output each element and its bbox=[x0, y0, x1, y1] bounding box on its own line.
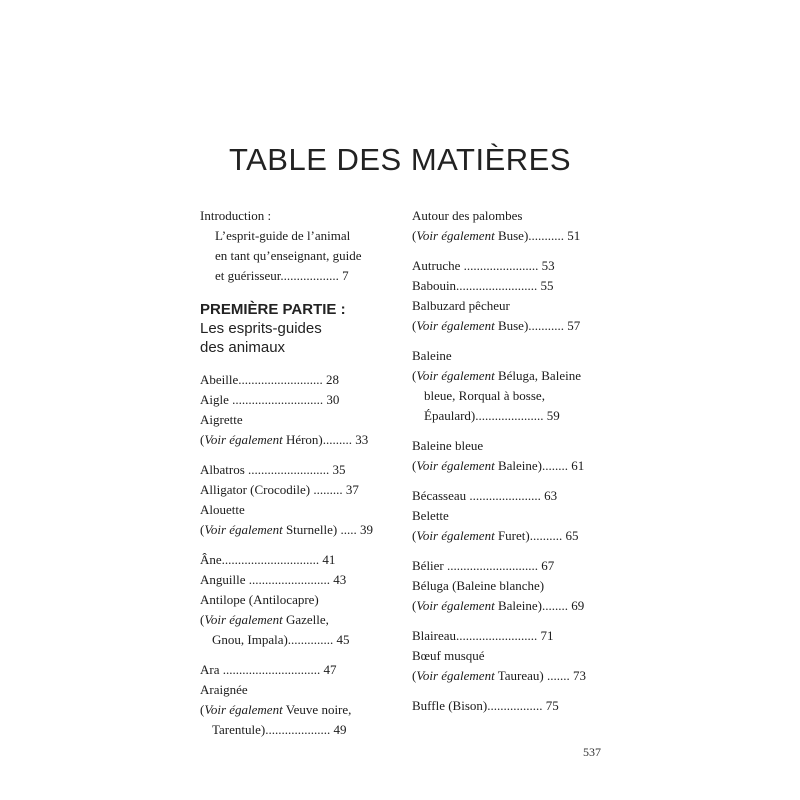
toc-group bbox=[412, 346, 607, 426]
toc-group bbox=[412, 256, 607, 336]
page-number: 537 bbox=[583, 745, 601, 759]
toc-entry: Babouin......................... 55 bbox=[412, 278, 554, 293]
toc-group bbox=[200, 460, 392, 540]
toc-entry: Antilope (Antilocapre) bbox=[200, 592, 319, 607]
toc-entry: (Voir également Taureau) ....... 73 bbox=[412, 668, 586, 683]
intro-line: Introduction : bbox=[200, 208, 272, 223]
page-title: TABLE DES MATIÈRES bbox=[228, 142, 572, 177]
toc-group bbox=[412, 626, 607, 686]
part-heading-line: Les esprits-guides bbox=[200, 320, 322, 337]
toc-entry: Araignée bbox=[200, 682, 248, 697]
intro-line: L’esprit-guide de l’animal bbox=[215, 228, 351, 243]
intro-entry bbox=[200, 206, 392, 286]
toc-entry: Bœuf musqué bbox=[412, 648, 485, 663]
intro-line: en tant qu’enseignant, guide bbox=[215, 248, 362, 263]
toc-entry: (Voir également Baleine)........ 69 bbox=[412, 598, 585, 613]
see-also-label: Voir également bbox=[204, 522, 283, 537]
see-also-label: Voir également bbox=[204, 702, 283, 717]
toc-group bbox=[412, 486, 607, 546]
see-also-label: Voir également bbox=[416, 318, 495, 333]
part-heading-line: des animaux bbox=[200, 339, 286, 356]
toc-entry: Autour des palombes bbox=[412, 208, 523, 223]
see-also-label: Voir également bbox=[416, 668, 495, 683]
toc-entries-right bbox=[412, 206, 607, 716]
toc-entry: Blaireau......................... 71 bbox=[412, 628, 554, 643]
toc-entry: Bélier ............................ 67 bbox=[412, 558, 555, 573]
see-also-label: Voir également bbox=[416, 458, 495, 473]
toc-group bbox=[412, 556, 607, 616]
toc-entry: Âne.............................. 41 bbox=[200, 552, 336, 567]
see-also-label: Voir également bbox=[204, 432, 283, 447]
toc-entry: Balbuzard pêcheur bbox=[412, 298, 510, 313]
part-heading bbox=[200, 300, 392, 357]
toc-entry: (Voir également Buse)........... 57 bbox=[412, 318, 581, 333]
see-also-label: Voir également bbox=[416, 228, 495, 243]
part-heading-line: PREMIÈRE PARTIE : bbox=[200, 301, 346, 318]
toc-right-column bbox=[412, 206, 607, 716]
toc-entry: Abeille.......................... 28 bbox=[200, 372, 340, 387]
see-also-label: Voir également bbox=[416, 598, 495, 613]
toc-entry: Bécasseau ...................... 63 bbox=[412, 488, 558, 503]
toc-entry: Albatros ......................... 35 bbox=[200, 462, 346, 477]
toc-entry: (Voir également Béluga, Baleine bbox=[412, 368, 581, 383]
toc-entry: Tarentule).................... 49 bbox=[212, 722, 347, 737]
toc-entry: Buffle (Bison)................. 75 bbox=[412, 698, 559, 713]
toc-entry: Baleine bbox=[412, 348, 452, 363]
toc-entry: (Voir également Buse)........... 51 bbox=[412, 228, 581, 243]
toc-entry: (Voir également Sturnelle) ..... 39 bbox=[200, 522, 373, 537]
see-also-label: Voir également bbox=[204, 612, 283, 627]
toc-entry: Belette bbox=[412, 508, 449, 523]
toc-group bbox=[412, 206, 607, 246]
toc-entry: Alligator (Crocodile) ......... 37 bbox=[200, 482, 359, 497]
toc-left-column bbox=[200, 206, 392, 740]
toc-entry: Baleine bleue bbox=[412, 438, 484, 453]
toc-entries-left bbox=[200, 370, 392, 740]
toc-entry: Ara .............................. 47 bbox=[200, 662, 337, 677]
toc-entry: (Voir également Baleine)........ 61 bbox=[412, 458, 585, 473]
toc-entry: Aigrette bbox=[200, 412, 243, 427]
toc-entry: Béluga (Baleine blanche) bbox=[412, 578, 545, 593]
toc-group bbox=[200, 660, 392, 740]
toc-group bbox=[412, 436, 607, 476]
toc-group bbox=[200, 550, 392, 650]
toc-group bbox=[412, 696, 607, 716]
toc-entry: Aigle ............................ 30 bbox=[200, 392, 340, 407]
toc-entry: Épaulard)..................... 59 bbox=[424, 408, 560, 423]
toc-entry: bleue, Rorqual à bosse, bbox=[424, 388, 545, 403]
toc-entry: (Voir également Veuve noire, bbox=[200, 702, 352, 717]
see-also-label: Voir également bbox=[416, 528, 495, 543]
toc-entry: (Voir également Héron)......... 33 bbox=[200, 432, 369, 447]
toc-entry: (Voir également Furet).......... 65 bbox=[412, 528, 579, 543]
toc-entry: Gnou, Impala).............. 45 bbox=[212, 632, 350, 647]
intro-line: et guérisseur.................. 7 bbox=[215, 268, 349, 283]
toc-entry: Anguille ......................... 43 bbox=[200, 572, 347, 587]
toc-group bbox=[200, 370, 392, 450]
toc-entry: (Voir également Gazelle, bbox=[200, 612, 329, 627]
toc-entry: Autruche ....................... 53 bbox=[412, 258, 555, 273]
see-also-label: Voir également bbox=[416, 368, 495, 383]
toc-entry: Alouette bbox=[200, 502, 245, 517]
